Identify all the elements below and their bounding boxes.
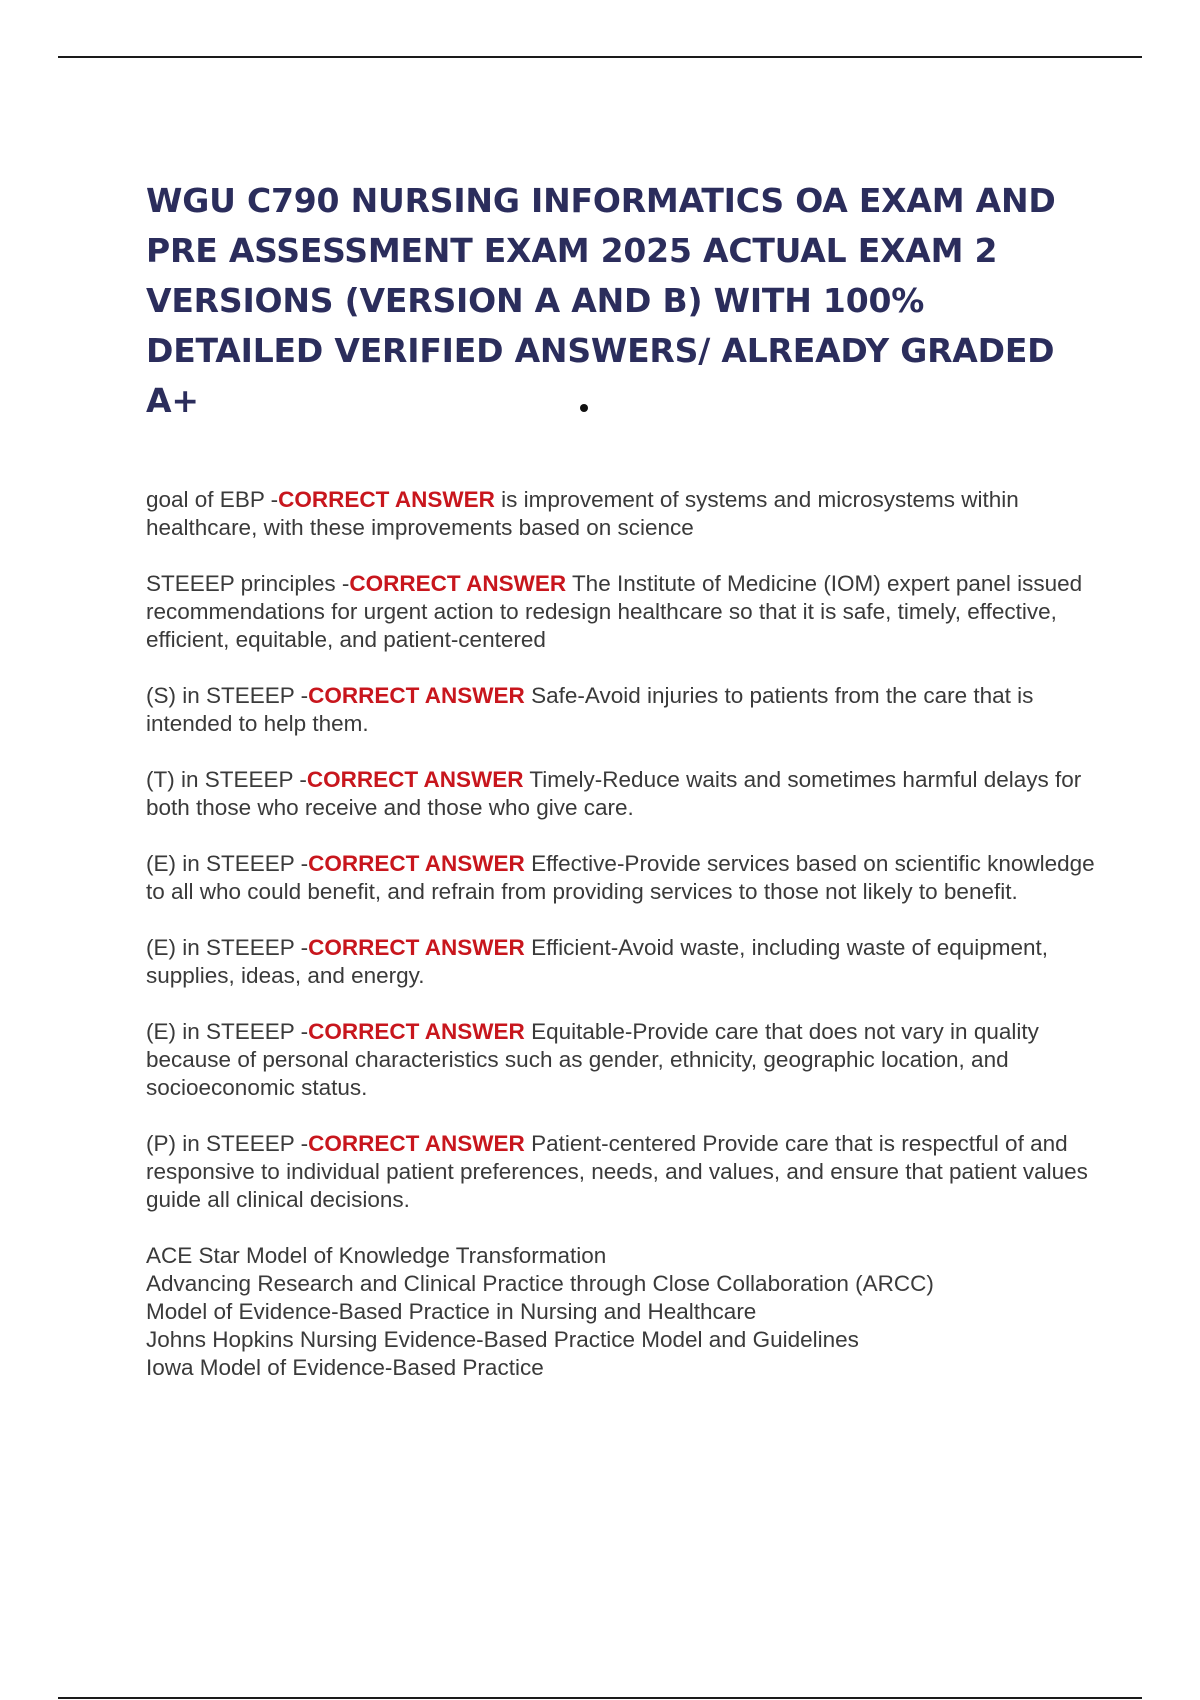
qa-term: STEEEP principles - (146, 571, 350, 596)
qa-answer: Patient-centered Provide care that is respectful of and responsive to individual patient preferences, needs, and values, and ensure that patient values guide all clinical decisions. (146, 1131, 1088, 1212)
qa-term: (E) in STEEEP - (146, 935, 309, 960)
qa-answer: Effective-Provide services based on scientific knowledge to all who could benefit, and refrain from providing services to those not likely to benefit. (146, 851, 1095, 904)
correct-answer-marker: CORRECT ANSWER (308, 1131, 525, 1156)
qa-term: (T) in STEEEP - (146, 767, 307, 792)
model-line: Johns Hopkins Nursing Evidence-Based Practice Model and Guidelines (146, 1327, 859, 1352)
qa-item (146, 850, 1096, 906)
qa-answer: is improvement of systems and microsystems within healthcare, with these improvements based on science (146, 487, 1019, 540)
correct-answer-marker: CORRECT ANSWER (349, 571, 567, 596)
model-line: Model of Evidence-Based Practice in Nursing and Healthcare (146, 1299, 757, 1324)
correct-answer-marker: CORRECT ANSWER (306, 767, 524, 792)
qa-answer: Timely-Reduce waits and sometimes harmful delays for both those who receive and those who give care. (146, 767, 1082, 820)
qa-answer: The Institute of Medicine (IOM) expert panel issued recommendations for urgent action to redesign healthcare so that it is safe, timely, effective, efficient, equitable, and patient-centered (146, 571, 1083, 652)
bottom-rule (58, 1697, 1142, 1699)
qa-answer: Efficient-Avoid waste, including waste of equipment, supplies, ideas, and energy. (146, 935, 1049, 988)
qa-term: (P) in STEEEP - (146, 1131, 309, 1156)
qa-term: goal of EBP - (146, 487, 279, 512)
correct-answer-marker: CORRECT ANSWER (308, 683, 525, 708)
qa-item (146, 1130, 1096, 1214)
qa-item (146, 934, 1096, 990)
ebp-models-list (146, 1242, 1096, 1382)
qa-item (146, 486, 1096, 542)
qa-term: (E) in STEEEP - (146, 1019, 309, 1044)
correct-answer-marker: CORRECT ANSWER (308, 935, 525, 960)
model-line: Iowa Model of Evidence-Based Practice (146, 1355, 544, 1380)
top-rule (58, 56, 1142, 58)
qa-item (146, 682, 1096, 738)
qa-answer: Safe-Avoid injuries to patients from the care that is intended to help them. (146, 683, 1034, 736)
qa-item (146, 570, 1096, 654)
bullet-dot (580, 404, 588, 412)
model-line: Advancing Research and Clinical Practice through Close Collaboration (ARCC) (146, 1271, 934, 1296)
model-line: ACE Star Model of Knowledge Transformation (146, 1243, 607, 1268)
correct-answer-marker: CORRECT ANSWER (308, 851, 525, 876)
document-title: WGU C790 NURSING INFORMATICS OA EXAM AND PRE ASSESSMENT EXAM 2025 ACTUAL EXAM 2 VERSIONS (VERSION A AND B) WITH 100% DETAILED VERIFIED ANSWERS/ ALREADY GRADED A+ (146, 181, 1056, 420)
document-content (146, 486, 1096, 1382)
correct-answer-marker: CORRECT ANSWER (278, 487, 495, 512)
qa-term: (S) in STEEEP - (146, 683, 309, 708)
qa-term: (E) in STEEEP - (146, 851, 309, 876)
qa-item (146, 1018, 1096, 1102)
qa-item (146, 766, 1096, 822)
correct-answer-marker: CORRECT ANSWER (308, 1019, 525, 1044)
qa-answer: Equitable-Provide care that does not vary in quality because of personal characteristics such as gender, ethnicity, geographic location, and socioeconomic status. (146, 1019, 1039, 1100)
